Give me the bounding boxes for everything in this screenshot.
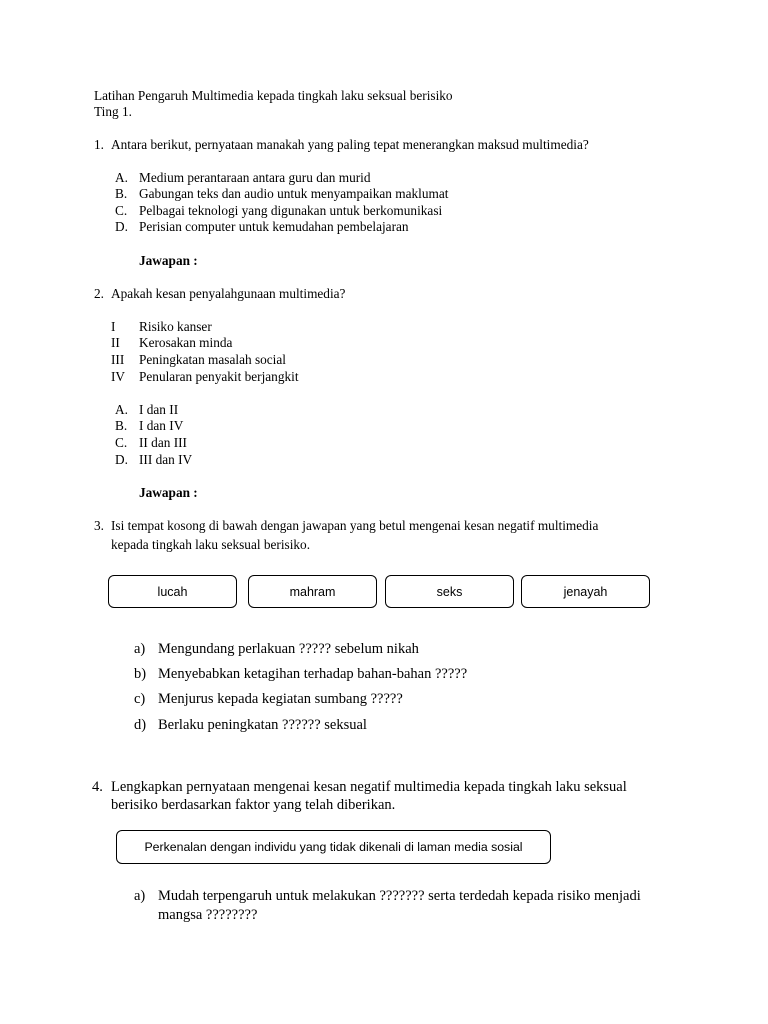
question-2 xyxy=(94,286,345,302)
option-text: Medium perantaraan antara guru dan murid xyxy=(139,170,371,185)
answer-label: Jawapan : xyxy=(139,485,198,500)
option-text: I dan IV xyxy=(139,418,184,433)
option-mark: B. xyxy=(115,186,128,201)
option-mark: C. xyxy=(115,435,128,450)
item-text-cont: mangsa ???????? xyxy=(158,907,258,923)
option-text: I dan II xyxy=(139,402,179,417)
statement-2 xyxy=(111,335,232,351)
option-mark: D. xyxy=(115,219,128,234)
item-text: Mudah terpengaruh untuk melakukan ??????? serta terdedah kepada risiko menjadi xyxy=(158,888,641,904)
question-text: Apakah kesan penyalahgunaan multimedia? xyxy=(111,286,346,301)
answer-label: Jawapan : xyxy=(139,253,198,268)
statement-text: Risiko kanser xyxy=(139,319,212,334)
option-text: Gabungan teks dan audio untuk menyampaikan maklumat xyxy=(139,186,449,201)
option-mark: A. xyxy=(115,170,128,185)
item-text: Berlaku peningkatan ?????? seksual xyxy=(158,717,367,733)
worksheet-title: Latihan Pengaruh Multimedia kepada tingkah laku seksual berisiko xyxy=(94,88,453,103)
question-number: 3. xyxy=(94,518,104,533)
option-mark: D. xyxy=(115,452,128,467)
item-text: Menyebabkan ketagihan terhadap bahan-bahan ????? xyxy=(158,666,468,682)
option-text: II dan III xyxy=(139,435,187,450)
statement-text: Kerosakan minda xyxy=(139,335,233,350)
word-box-seks: seks xyxy=(385,575,514,608)
statement-1 xyxy=(111,319,212,335)
item-mark: b) xyxy=(134,666,147,682)
option-mark: A. xyxy=(115,402,128,417)
question-text-cont: berisiko berdasarkan faktor yang telah diberikan. xyxy=(111,797,396,813)
option-text: Pelbagai teknologi yang digunakan untuk berkomunikasi xyxy=(139,203,443,218)
option-d xyxy=(115,219,409,235)
question-3 xyxy=(94,518,598,534)
option-b xyxy=(115,418,183,434)
statement-text: Penularan penyakit berjangkit xyxy=(139,369,299,384)
complete-item-a xyxy=(134,887,641,905)
question-text: Antara berikut, pernyataan manakah yang paling tepat menerangkan maksud multimedia? xyxy=(111,137,589,152)
item-mark: a) xyxy=(134,888,146,904)
word-box-lucah: lucah xyxy=(108,575,237,608)
option-mark: C. xyxy=(115,203,128,218)
option-c xyxy=(115,435,187,451)
item-mark: a) xyxy=(134,641,146,657)
item-text: Menjurus kepada kegiatan sumbang ????? xyxy=(158,691,403,707)
blank-item-c xyxy=(134,690,403,708)
factor-box: Perkenalan dengan individu yang tidak dikenali di laman media sosial xyxy=(116,830,551,864)
question-text-cont: kepada tingkah laku seksual berisiko. xyxy=(111,537,311,552)
statement-mark: III xyxy=(111,352,125,367)
statement-mark: II xyxy=(111,335,120,350)
question-number: 1. xyxy=(94,137,104,152)
form-level: Ting 1. xyxy=(94,104,132,119)
statement-text: Peningkatan masalah social xyxy=(139,352,286,367)
word-box-mahram: mahram xyxy=(248,575,377,608)
option-mark: B. xyxy=(115,418,128,433)
question-text: Lengkapkan pernyataan mengenai kesan negatif multimedia kepada tingkah laku seksual xyxy=(111,779,627,795)
blank-item-d xyxy=(134,716,367,734)
statement-3 xyxy=(111,352,286,368)
item-mark: c) xyxy=(134,691,146,707)
word-box-jenayah: jenayah xyxy=(521,575,650,608)
item-mark: d) xyxy=(134,717,147,733)
option-text: Perisian computer untuk kemudahan pembelajaran xyxy=(139,219,409,234)
question-4 xyxy=(92,778,627,796)
question-1 xyxy=(94,137,589,153)
question-text: Isi tempat kosong di bawah dengan jawapan yang betul mengenai kesan negatif multimedia xyxy=(111,518,599,533)
option-text: III dan IV xyxy=(139,452,193,467)
blank-item-a xyxy=(134,640,419,658)
question-number: 4. xyxy=(92,779,103,795)
question-number: 2. xyxy=(94,286,104,301)
statement-4 xyxy=(111,369,299,385)
statement-mark: IV xyxy=(111,369,126,384)
statement-mark: I xyxy=(111,319,116,334)
option-b xyxy=(115,186,448,202)
item-text: Mengundang perlakuan ????? sebelum nikah xyxy=(158,641,419,657)
option-c xyxy=(115,203,442,219)
option-d xyxy=(115,452,192,468)
blank-item-b xyxy=(134,665,467,683)
option-a xyxy=(115,402,178,418)
option-a xyxy=(115,170,371,186)
